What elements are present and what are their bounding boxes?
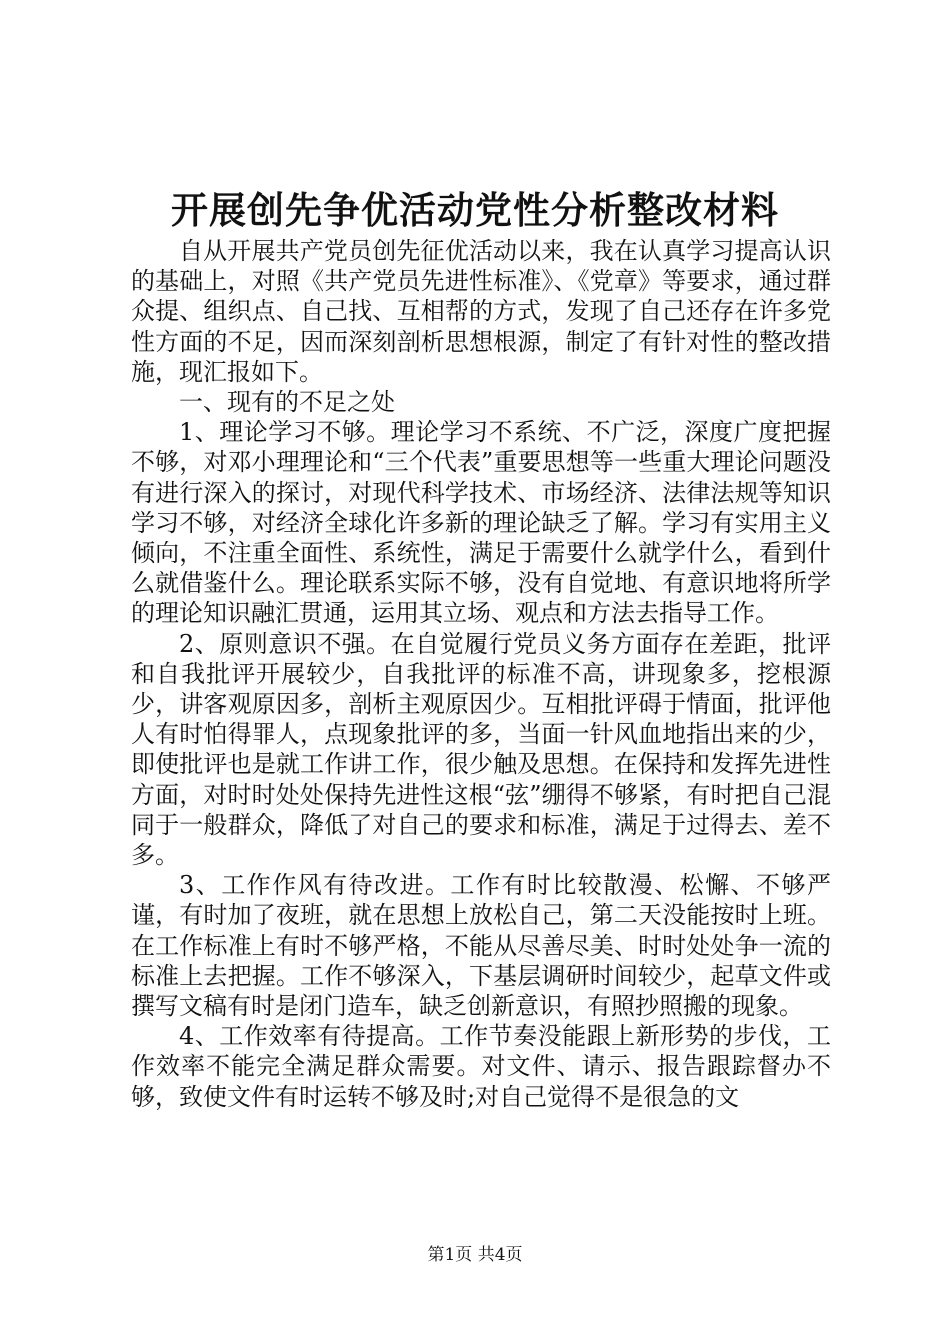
document-body: [131, 236, 831, 1112]
paragraph-principle-awareness: 2、原则意识不强。在自觉履行党员义务方面存在差距，批评和自我批评开展较少，自我批评的标准不高，讲现象多，挖根源少，讲客观原因多，剖析主观原因少。互相批评碍于情面，批评他人有时怕得罪人，点现象批评的多，当面一针风血地指出来的少，即使批评也是就工作讲工作，很少触及思想。在保持和发挥先进性方面，对时时处处保持先进性这根“弦”绷得不够紧，有时把自己混同于一般群众，降低了对自己的要求和标准，满足于过得去、差不多。: [131, 629, 831, 870]
page-footer: 第1页 共4页: [427, 1245, 523, 1265]
paragraph-intro: 自从开展共产党员创先征优活动以来，我在认真学习提高认识的基础上，对照《共产党员先进性标准》、《党章》等要求，通过群众提、组织点、自己找、互相帮的方式，发现了自己还存在许多党性方面的不足，因而深刻剖析思想根源，制定了有针对性的整改措施，现汇报如下。: [131, 237, 831, 386]
paragraph-work-style: 3、工作作风有待改进。工作有时比较散漫、松懈、不够严谨，有时加了夜班，就在思想上放松自己，第二天没能按时上班。在工作标准上有时不够严格，不能从尽善尽美、时时处处争一流的标准上去把握。工作不够深入，下基层调研时间较少，起草文件或撰写文稿有时是闭门造车，缺乏创新意识，有照抄照搬的现象。: [131, 871, 831, 1021]
paragraph-theory-study: 1、理论学习不够。理论学习不系统、不广泛，深度广度把握不够，对邓小理理论和“三个代表”重要思想等一些重大理论问题没有进行深入的探讨，对现代科学技术、市场经济、法律法规等知识学习不够，对经济全球化许多新的理论缺乏了解。学习有实用主义倾向，不注重全面性、系统性，满足于需要什么就学什么，看到什么就借鉴什么。理论联系实际不够，没有自觉地、有意识地将所学的理论知识融汇贯通，运用其立场、观点和方法去指导工作。: [131, 418, 831, 628]
section-heading-shortcomings: 一、现有的不足之处: [179, 388, 395, 417]
document-title: 开展创先争优活动党性分析整改材料: [171, 188, 779, 232]
paragraph-work-efficiency: 4、工作效率有待提高。工作节奏没能跟上新形势的步伐，工作效率不能完全满足群众需要。对文件、请示、报告跟踪督办不够，致使文件有时运转不够及时;对自己觉得不是很急的文: [131, 1022, 831, 1111]
